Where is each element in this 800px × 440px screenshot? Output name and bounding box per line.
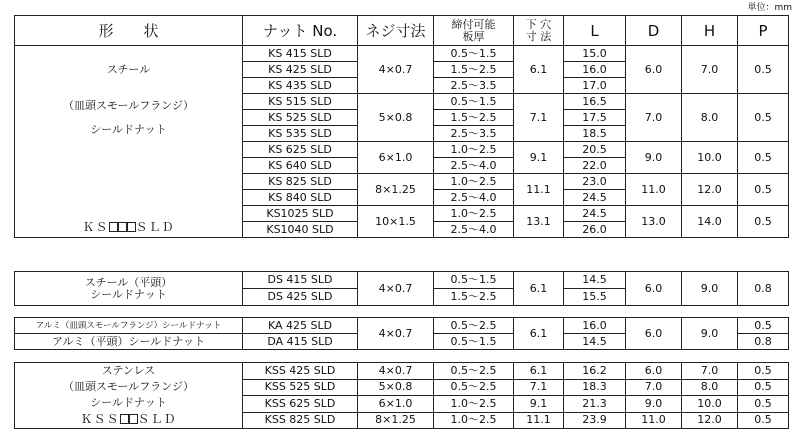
- kss-label-line2: （皿頭スモールフランジ）: [62, 380, 195, 393]
- thread-cell: 5×0.8: [358, 379, 434, 396]
- L-cell: 16.2: [564, 363, 626, 380]
- P-cell: 0.8: [738, 334, 789, 350]
- nut-no-cell: KS 425 SLD: [243, 62, 358, 78]
- table-row: [15, 94, 789, 110]
- thread-cell: 8×1.25: [358, 174, 434, 206]
- grip-cell: 1.0～2.5: [434, 396, 514, 413]
- D-cell: 6.0: [626, 46, 682, 94]
- unit-label: 単位：mm: [747, 3, 792, 13]
- H-cell: 10.0: [682, 396, 738, 413]
- ks-label-prefix: ＫＳ: [82, 220, 109, 234]
- blank-box-icon: [120, 414, 129, 424]
- P-cell: 0.5: [738, 94, 789, 142]
- ks-label-suffix: ＳＬＤ: [135, 220, 175, 234]
- nut-no-cell: DS 415 SLD: [243, 272, 358, 289]
- P-cell: 0.5: [738, 412, 789, 429]
- header-D: D: [626, 16, 682, 46]
- nut-no-cell: DA 415 SLD: [243, 334, 358, 350]
- hole-cell: 7.1: [514, 94, 564, 142]
- alu-label-row2: アルミ（平頭）シールドナット: [15, 334, 243, 350]
- thread-cell: 10×1.5: [358, 206, 434, 238]
- ks-spec-table: [14, 15, 789, 238]
- header-H: H: [682, 16, 738, 46]
- grip-cell: 1.5～2.5: [434, 62, 514, 78]
- nut-no-cell: KS 825 SLD: [243, 174, 358, 190]
- L-cell: 26.0: [564, 222, 626, 238]
- P-cell: 0.5: [738, 318, 789, 334]
- nut-no-cell: KS 535 SLD: [243, 126, 358, 142]
- P-cell: 0.8: [738, 272, 789, 306]
- H-cell: 8.0: [682, 379, 738, 396]
- hole-cell: 6.1: [514, 272, 564, 306]
- blank-box-icon: [109, 222, 118, 232]
- nut-no-cell: KS 625 SLD: [243, 142, 358, 158]
- D-cell: 7.0: [626, 94, 682, 142]
- grip-cell: 1.0～2.5: [434, 142, 514, 158]
- P-cell: 0.5: [738, 46, 789, 94]
- grip-cell: 0.5～2.5: [434, 363, 514, 380]
- P-cell: 0.5: [738, 363, 789, 380]
- L-cell: 14.5: [564, 272, 626, 289]
- H-cell: 14.0: [682, 206, 738, 238]
- table-row: [15, 46, 789, 62]
- P-cell: 0.5: [738, 142, 789, 174]
- ks-label-line2: （皿頭スモールフランジ）: [62, 98, 195, 112]
- kss-label-prefix: ＫＳＳ: [80, 412, 120, 426]
- table-row: [15, 318, 789, 334]
- nut-no-cell: DS 425 SLD: [243, 289, 358, 306]
- D-cell: 6.0: [626, 363, 682, 380]
- ks-label-line1: スチール: [15, 46, 243, 94]
- kss-label-suffix: ＳＬＤ: [137, 412, 177, 426]
- ds-spec-table: [14, 271, 789, 306]
- thread-cell: 4×0.7: [358, 46, 434, 94]
- header-grip-line1: 締付可能: [451, 17, 496, 31]
- H-cell: 9.0: [682, 272, 738, 306]
- grip-cell: 0.5～1.5: [434, 94, 514, 110]
- hole-cell: 7.1: [514, 379, 564, 396]
- H-cell: 7.0: [682, 363, 738, 380]
- nut-no-cell: KSS 625 SLD: [243, 396, 358, 413]
- ds-label-line2: シールドナット: [90, 287, 167, 301]
- kss-label: [15, 363, 243, 429]
- kss-label-line1: ステンレス: [101, 364, 156, 377]
- alu-spec-table: [14, 317, 789, 350]
- thread-cell: 4×0.7: [358, 318, 434, 350]
- header-hole-line2: 寸 法: [525, 29, 552, 43]
- header-nut-no: ナット No.: [243, 16, 358, 46]
- ks-model-label: [15, 142, 243, 238]
- H-cell: 9.0: [682, 318, 738, 350]
- L-cell: 16.0: [564, 62, 626, 78]
- blank-box-icon: [127, 222, 136, 232]
- P-cell: 0.5: [738, 206, 789, 238]
- header-row: [15, 16, 789, 46]
- L-cell: 15.0: [564, 46, 626, 62]
- hole-cell: 11.1: [514, 174, 564, 206]
- nut-no-cell: KSS 525 SLD: [243, 379, 358, 396]
- ds-label: [15, 272, 243, 306]
- grip-cell: 1.0～2.5: [434, 174, 514, 190]
- D-cell: 11.0: [626, 174, 682, 206]
- P-cell: 0.5: [738, 379, 789, 396]
- L-cell: 17.0: [564, 78, 626, 94]
- header-P: P: [738, 16, 789, 46]
- nut-no-cell: KA 425 SLD: [243, 318, 358, 334]
- table-row: [15, 272, 789, 289]
- thread-cell: 4×0.7: [358, 363, 434, 380]
- thread-cell: 8×1.25: [358, 412, 434, 429]
- header-hole: [514, 16, 564, 46]
- blank-box-icon: [118, 222, 127, 232]
- L-cell: 22.0: [564, 158, 626, 174]
- kss-label-line3: シールドナット: [90, 396, 167, 409]
- kss-model-label: [80, 412, 176, 426]
- H-cell: 10.0: [682, 142, 738, 174]
- grip-cell: 0.5～2.5: [434, 379, 514, 396]
- P-cell: 0.5: [738, 396, 789, 413]
- header-grip: [434, 16, 514, 46]
- L-cell: 17.5: [564, 110, 626, 126]
- ks-label-middle: [15, 94, 243, 142]
- grip-cell: 1.0～2.5: [434, 412, 514, 429]
- grip-cell: 0.5～1.5: [434, 46, 514, 62]
- D-cell: 6.0: [626, 272, 682, 306]
- L-cell: 20.5: [564, 142, 626, 158]
- alu-label-row1: アルミ（皿頭スモールフランジ）シールドナット: [15, 318, 243, 334]
- table-row: [15, 142, 789, 158]
- table-row: [15, 363, 789, 380]
- L-cell: 21.3: [564, 396, 626, 413]
- thread-cell: 6×1.0: [358, 396, 434, 413]
- grip-cell: 0.5～2.5: [434, 318, 514, 334]
- nut-no-cell: KSS 825 SLD: [243, 412, 358, 429]
- kss-spec-table: [14, 362, 789, 429]
- H-cell: 12.0: [682, 174, 738, 206]
- grip-cell: 2.5～3.5: [434, 126, 514, 142]
- L-cell: 18.5: [564, 126, 626, 142]
- L-cell: 23.0: [564, 174, 626, 190]
- nut-no-cell: KS 840 SLD: [243, 190, 358, 206]
- header-grip-line2: 板厚: [462, 29, 485, 43]
- L-cell: 23.9: [564, 412, 626, 429]
- thread-cell: 5×0.8: [358, 94, 434, 142]
- header-hole-line1: 下 穴: [525, 17, 552, 31]
- L-cell: 24.5: [564, 206, 626, 222]
- nut-no-cell: KS1025 SLD: [243, 206, 358, 222]
- header-thread: ネジ寸法: [358, 16, 434, 46]
- D-cell: 13.0: [626, 206, 682, 238]
- ds-label-line1: スチール（平頭）: [84, 275, 173, 289]
- D-cell: 6.0: [626, 318, 682, 350]
- grip-cell: 0.5～1.5: [434, 272, 514, 289]
- hole-cell: 6.1: [514, 46, 564, 94]
- D-cell: 9.0: [626, 396, 682, 413]
- D-cell: 9.0: [626, 142, 682, 174]
- hole-cell: 13.1: [514, 206, 564, 238]
- nut-no-cell: KS 525 SLD: [243, 110, 358, 126]
- grip-cell: 2.5～4.0: [434, 222, 514, 238]
- grip-cell: 2.5～4.0: [434, 190, 514, 206]
- L-cell: 18.3: [564, 379, 626, 396]
- nut-no-cell: KS 515 SLD: [243, 94, 358, 110]
- L-cell: 24.5: [564, 190, 626, 206]
- L-cell: 15.5: [564, 289, 626, 306]
- header-L: L: [564, 16, 626, 46]
- grip-cell: 0.5～1.5: [434, 334, 514, 350]
- nut-no-cell: KSS 425 SLD: [243, 363, 358, 380]
- grip-cell: 1.5～2.5: [434, 289, 514, 306]
- grip-cell: 1.0～2.5: [434, 206, 514, 222]
- nut-no-cell: KS1040 SLD: [243, 222, 358, 238]
- hole-cell: 9.1: [514, 142, 564, 174]
- nut-no-cell: KS 640 SLD: [243, 158, 358, 174]
- H-cell: 7.0: [682, 46, 738, 94]
- ks-label-line3: シールドナット: [90, 122, 167, 136]
- D-cell: 11.0: [626, 412, 682, 429]
- hole-cell: 9.1: [514, 396, 564, 413]
- H-cell: 8.0: [682, 94, 738, 142]
- blank-box-icon: [129, 414, 138, 424]
- thread-cell: 6×1.0: [358, 142, 434, 174]
- nut-no-cell: KS 415 SLD: [243, 46, 358, 62]
- grip-cell: 2.5～4.0: [434, 158, 514, 174]
- hole-cell: 6.1: [514, 318, 564, 350]
- D-cell: 7.0: [626, 379, 682, 396]
- nut-no-cell: KS 435 SLD: [243, 78, 358, 94]
- L-cell: 14.5: [564, 334, 626, 350]
- header-shape: 形 状: [15, 16, 243, 46]
- H-cell: 12.0: [682, 412, 738, 429]
- grip-cell: 1.5～2.5: [434, 110, 514, 126]
- L-cell: 16.0: [564, 318, 626, 334]
- thread-cell: 4×0.7: [358, 272, 434, 306]
- hole-cell: 6.1: [514, 363, 564, 380]
- L-cell: 16.5: [564, 94, 626, 110]
- hole-cell: 11.1: [514, 412, 564, 429]
- P-cell: 0.5: [738, 174, 789, 206]
- grip-cell: 2.5～3.5: [434, 78, 514, 94]
